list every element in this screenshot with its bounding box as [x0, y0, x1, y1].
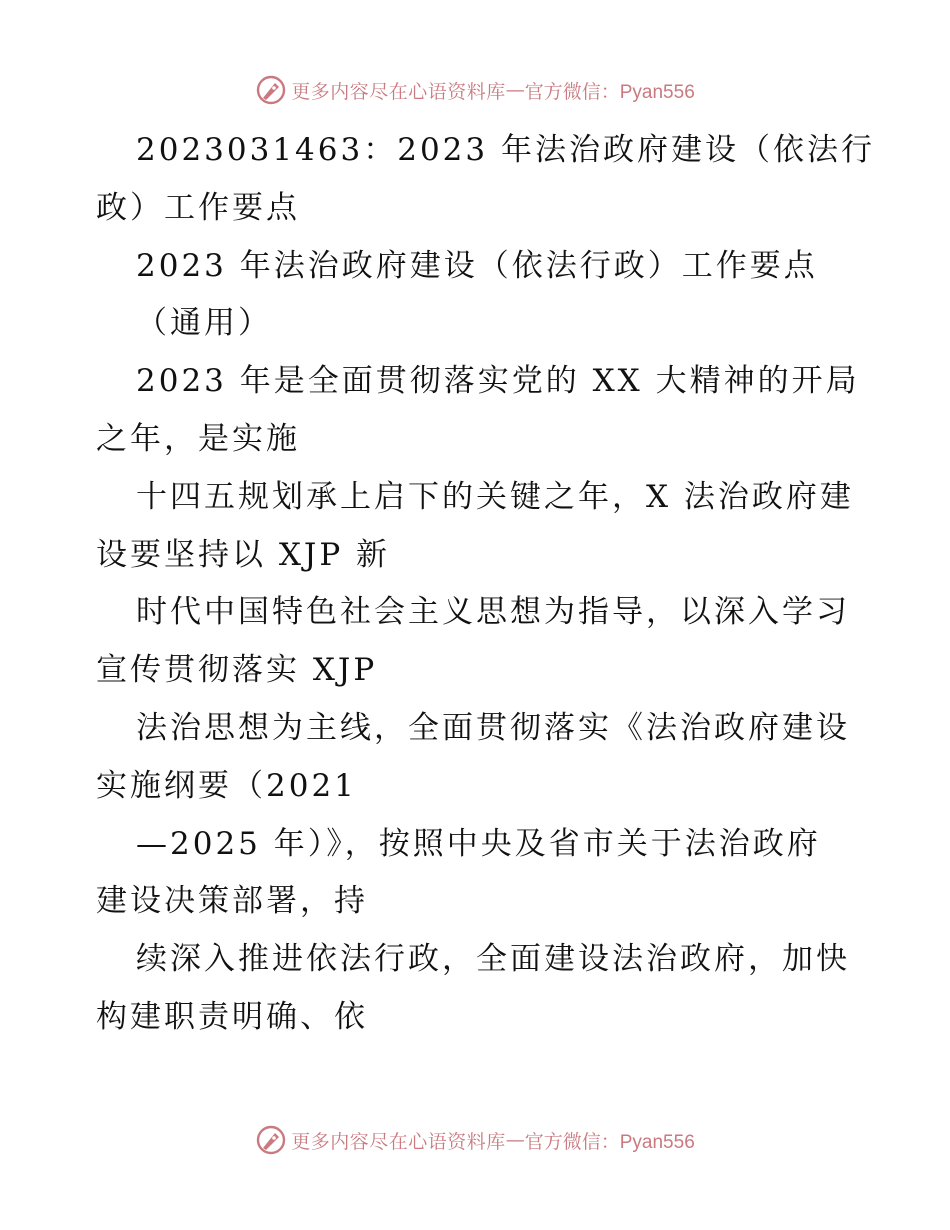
banner-contact: 官方微信：Pyan556	[524, 1131, 695, 1153]
paragraph-line: 之年，是实施	[96, 420, 300, 457]
header-banner	[0, 70, 950, 110]
footer-banner	[0, 1120, 950, 1160]
title-line: 2023031463：2023 年法治政府建设（依法行	[136, 132, 875, 168]
paragraph-line: 构建职责明确、依	[96, 998, 368, 1035]
banner-text: 更多内容尽在心语资料库	[291, 1130, 506, 1153]
title-line: 政）工作要点	[96, 189, 300, 226]
paragraph-line: 实施纲要（2021	[96, 767, 357, 804]
paragraph-line: 建设决策部署，持	[96, 883, 368, 920]
subtitle-line: （通用）	[136, 305, 272, 342]
banner-contact: 官方微信：Pyan556	[524, 81, 695, 103]
pen-nib-circle-icon	[255, 74, 287, 106]
banner-separator: —	[505, 1129, 525, 1151]
document-body	[96, 122, 896, 1047]
paragraph-line: 十四五规划承上启下的关键之年，X 法治政府建	[136, 478, 854, 515]
subtitle-line: 2023 年法治政府建设（依法行政）工作要点	[136, 247, 818, 284]
paragraph-line: 续深入推进依法行政，全面建设法治政府，加快	[136, 941, 850, 978]
pen-nib-circle-icon	[255, 1124, 287, 1156]
banner-separator: —	[505, 79, 525, 101]
paragraph-line: 设要坚持以 XJP 新	[96, 536, 391, 573]
paragraph-line: —2025 年）》，按照中央及省市关于法治政府	[136, 825, 821, 862]
paragraph-line: 时代中国特色社会主义思想为指导，以深入学习	[136, 594, 850, 631]
paragraph-line: 法治思想为主线，全面贯彻落实《法治政府建设	[136, 709, 850, 746]
paragraph-line: 宣传贯彻落实 XJP	[96, 652, 378, 689]
paragraph-line: 2023 年是全面贯彻落实党的 XX 大精神的开局	[136, 363, 860, 400]
banner-text: 更多内容尽在心语资料库	[291, 80, 506, 103]
